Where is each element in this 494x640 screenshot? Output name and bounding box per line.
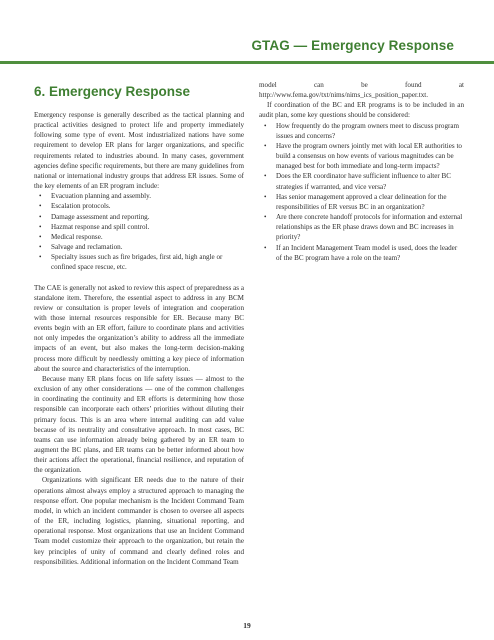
list-item — [259, 192, 464, 212]
bullet-icon: • — [264, 192, 267, 201]
list-item — [34, 242, 244, 252]
er-elements-list — [34, 191, 244, 272]
list-item-text: If an Incident Management Team model is used, does the leader of the BC program have a role on the team? — [276, 243, 458, 262]
bullet-icon: • — [39, 232, 42, 241]
list-item-text: Specialty issues such as fire brigades, first aid, high angle or confined space rescue, etc. — [51, 253, 223, 272]
body-paragraph: model can be found at http://www.fema.gov/txt/nims/nims_ics_position_paper.txt. — [259, 81, 464, 100]
bullet-icon: • — [264, 213, 267, 222]
left-column — [34, 84, 244, 567]
header-rule — [0, 61, 494, 64]
bullet-icon: • — [264, 121, 267, 130]
list-item — [34, 252, 244, 272]
key-questions-list — [259, 121, 464, 263]
body-paragraph: If coordination of the BC and ER programs is to be included in an audit plan, some key questions should be considered: — [259, 101, 464, 120]
body-paragraph: The CAE is generally not asked to review this aspect of preparedness as a standalone item. Therefore, the essential aspect to address in any BCM review or consultation is proper levels of integration and cooperation with those internal resources responsible for ER. Because many BC events begin with an ER effort, failure to coordinate plans and activities not only impedes the organization’s ability to address all the immediate impacts of an event, but also makes the long-term decision-making process more difficult by needlessly omitting a key piece of information about the source and characteristics of the interruption. — [34, 283, 244, 373]
right-column — [259, 80, 464, 263]
list-item — [259, 212, 464, 242]
bullet-icon: • — [39, 243, 42, 252]
list-item-text: Hazmat response and spill control. — [51, 222, 150, 231]
bullet-icon: • — [264, 243, 267, 252]
page-number: 19 — [243, 621, 251, 630]
list-item — [259, 171, 464, 191]
list-item — [259, 141, 464, 171]
list-item-text: Medical response. — [51, 232, 103, 241]
intro-paragraph: Emergency response is generally described as the tactical planning and practical activities designed to protect life and property immediately following some type of event. Most industrialized nations have some requirement to develop ER plans for larger organizations, and specific requirements related to industries abound. In many cases, government agencies define specific requirements, but there are many guidelines from national or international industry groups that address ER issues. Some of the key elements of an ER program include: — [34, 111, 244, 191]
bullet-icon: • — [264, 141, 267, 150]
list-item — [34, 232, 244, 242]
list-item-text: Has senior management approved a clear delineation for the responsibilities of ER versus BC in an organization? — [276, 192, 447, 211]
body-paragraph: Because many ER plans focus on life safety issues — almost to the exclusion of any other considerations — one of the common challenges in coordinating the continuity and ER efforts is determining how those responsible can incorporate each others’ priorities without diluting their primary focus. This is an area where internal auditing can add value because of its neutrality and consultative approach. In most cases, BC teams can use information already being gathered by an ER team to augment the BC plans, and ER teams can be better informed about how their actions affect the operational, financial resilience, and reputation of the organization. — [34, 374, 244, 475]
list-item — [34, 212, 244, 222]
list-item-text: Have the program owners jointly met with local ER authorities to build a consensus on how events of various magnitudes can be managed best for both immediate and long-term impacts? — [276, 141, 462, 171]
running-header-title: GTAG — Emergency Response — [251, 38, 454, 53]
bullet-icon: • — [39, 202, 42, 211]
list-item-text: How frequently do the program owners meet to discuss program issues and concerns? — [276, 121, 460, 140]
list-item-text: Damage assessment and reporting. — [51, 212, 150, 221]
list-item — [259, 243, 464, 263]
list-item — [259, 121, 464, 141]
list-item-text: Are there concrete handoff protocols for information and external relationships as the ER phase draws down and BC increases in priority? — [276, 213, 463, 242]
list-item — [34, 201, 244, 211]
section-title: 6. Emergency Response — [34, 84, 191, 99]
body-paragraph: Organizations with significant ER needs due to the nature of their operations almost always employ a structured approach to managing the response effort. One popular mechanism is the Incident Command Team model, in which an incident commander is chosen to oversee all aspects of the ER, including logistics, planning, situational reporting, and operational response. Most organizations that use an Incident Command Team model customize their approach to the organization, but retain the key principles of unity of command and clearly defined roles and responsibilities. Additional information on the Incident Command Team — [34, 476, 244, 566]
list-item-text: Does the ER coordinator have sufficient influence to alter BC strategies if warranted, and vice versa? — [276, 172, 451, 191]
bullet-icon: • — [39, 253, 42, 262]
list-item-text: Salvage and reclamation. — [51, 243, 123, 252]
bullet-icon: • — [39, 192, 42, 201]
list-item — [34, 222, 244, 232]
bullet-icon: • — [264, 172, 267, 181]
bullet-icon: • — [39, 212, 42, 221]
bullet-icon: • — [39, 222, 42, 231]
list-item — [34, 191, 244, 201]
list-item-text: Evacuation planning and assembly. — [51, 192, 152, 201]
list-item-text: Escalation protocols. — [51, 202, 111, 211]
